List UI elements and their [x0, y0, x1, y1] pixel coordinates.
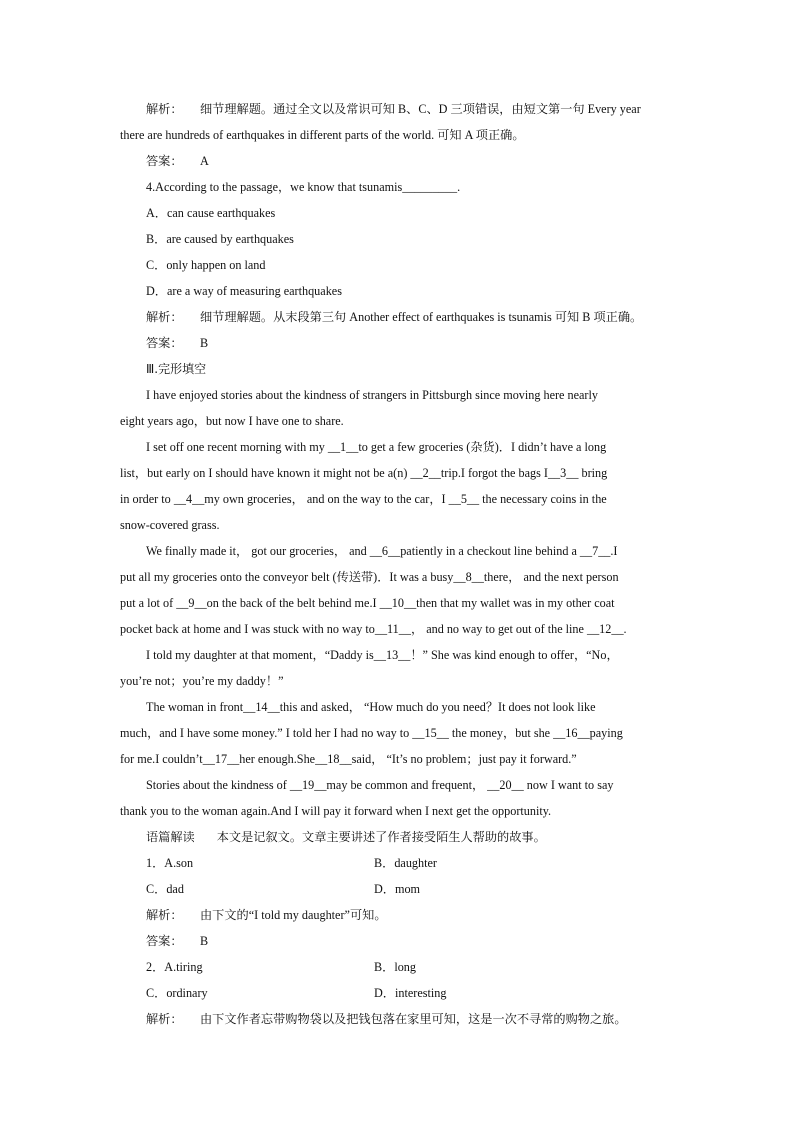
section-title: Ⅲ.完形填空 — [146, 362, 207, 376]
summary — [120, 824, 676, 850]
passage-line: put all my groceries onto the conveyor belt (传送带)．It was a busy__8__there， and the next person — [120, 570, 619, 584]
analysis-text: 由下文作者忘带购物袋以及把钱包落在家里可知，这是一次不寻常的购物之旅。 — [200, 1012, 627, 1026]
passage-line: you’re not；you’re my daddy！” — [120, 674, 284, 688]
analysis-label: 解析： — [146, 908, 183, 922]
analysis-text: 由下文的“I told my daughter”可知。 — [200, 908, 387, 922]
q1-option-a: 1．A.son — [146, 856, 194, 870]
answer-value: B — [200, 934, 209, 948]
q2-option-a: 2．A.tiring — [146, 960, 203, 974]
q2-analysis — [120, 1006, 676, 1032]
q2-option-c: C．ordinary — [146, 986, 208, 1000]
analysis-label: 解析： — [146, 102, 183, 116]
document-page — [120, 96, 676, 1032]
q1-option-b: B．daughter — [374, 856, 437, 870]
analysis-label: 解析： — [146, 1012, 183, 1026]
passage-line: thank you to the woman again.And I will pay it forward when I next get the opportunity. — [120, 804, 552, 818]
q1-options-row2 — [120, 876, 676, 902]
answer-value: A — [200, 154, 209, 168]
passage-line: eight years ago，but now I have one to share. — [120, 414, 344, 428]
q2-option-b: B．long — [374, 960, 416, 974]
passage-line: I have enjoyed stories about the kindness of strangers in Pittsburgh since moving here nearly — [146, 388, 598, 402]
q3-analysis-line1 — [120, 96, 676, 122]
q1-option-d: D．mom — [374, 882, 421, 896]
passage-line: in order to __4__my own groceries， and on the way to the car，I __5__ the necessary coins in the — [120, 492, 607, 506]
summary-label: 语篇解读 — [146, 830, 195, 844]
passage-line: much，and I have some money.” I told her I had no way to __15__ the money，but she __16__paying — [120, 726, 623, 740]
q4-option-b: B．are caused by earthquakes — [146, 232, 294, 246]
answer-label: 答案： — [146, 154, 183, 168]
passage-line: The woman in front__14__this and asked， “How much do you need？It does not look like — [146, 700, 596, 714]
analysis-text: 细节理解题。通过全文以及常识可知 B、C、D 三项错误，由短文第一句 Every year — [200, 102, 641, 116]
q1-analysis — [120, 902, 676, 928]
answer-label: 答案： — [146, 934, 183, 948]
q4-option-c: C．only happen on land — [146, 258, 266, 272]
q4-stem: 4.According to the passage，we know that tsunamis_________. — [146, 180, 461, 194]
passage-line: I set off one recent morning with my __1__to get a few groceries (杂货)．I didn’t have a long — [146, 440, 607, 454]
passage-line: for me.I couldn’t__17__her enough.She__18__said， “It’s no problem；just pay it forward.” — [120, 752, 577, 766]
q2-options-row1 — [120, 954, 676, 980]
answer-label: 答案： — [146, 336, 183, 350]
passage-line: I told my daughter at that moment，“Daddy is__13__！” She was kind enough to offer，“No， — [146, 648, 619, 662]
analysis-text: 细节理解题。从末段第三句 Another effect of earthquakes is tsunamis 可知 B 项正确。 — [200, 310, 643, 324]
q1-option-c: C．dad — [146, 882, 184, 896]
answer-value: B — [200, 336, 209, 350]
q4-option-a: A．can cause earthquakes — [146, 206, 276, 220]
passage-line: put a lot of __9__on the back of the belt behind me.I __10__then that my wallet was in my other coat — [120, 596, 615, 610]
q4-answer — [120, 330, 676, 356]
analysis-label: 解析： — [146, 310, 183, 324]
passage-line: We finally made it， got our groceries， and __6__patiently in a checkout line behind a __7__.I — [146, 544, 618, 558]
passage-line: snow-covered grass. — [120, 518, 220, 532]
q3-analysis-line2: there are hundreds of earthquakes in different parts of the world. 可知 A 项正确。 — [120, 128, 525, 142]
q1-answer — [120, 928, 676, 954]
q2-option-d: D．interesting — [374, 986, 447, 1000]
passage-line: Stories about the kindness of __19__may be common and frequent， __20__ now I want to say — [146, 778, 614, 792]
q1-options-row1 — [120, 850, 676, 876]
passage-line: pocket back at home and I was stuck with no way to__11__， and no way to get out of the line __12__. — [120, 622, 627, 636]
q3-answer — [120, 148, 676, 174]
q4-analysis — [120, 304, 676, 330]
summary-text: 本文是记叙文。文章主要讲述了作者接受陌生人帮助的故事。 — [216, 830, 546, 844]
passage-line: list，but early on I should have known it might not be a(n) __2__trip.I forgot the bags I__3__ bring — [120, 466, 608, 480]
q2-options-row2 — [120, 980, 676, 1006]
q4-option-d: D．are a way of measuring earthquakes — [146, 284, 342, 298]
